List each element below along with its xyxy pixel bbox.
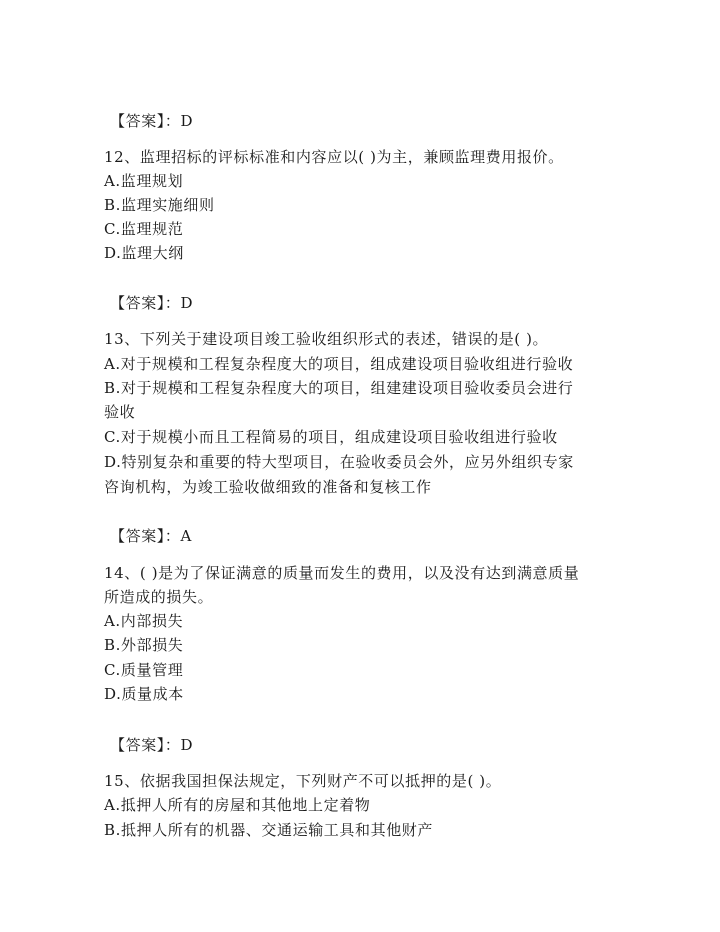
question-12-option-b: B.监理实施细则 [104,196,215,214]
question-14-stem: 14、( )是为了保证满意的质量而发生的费用，以及没有达到满意质量 [104,564,580,582]
question-13-option-d: D.特别复杂和重要的特大型项目，在验收委员会外，应另外组织专家 [104,453,574,471]
question-13-stem: 13、下列关于建设项目竣工验收组织形式的表述，错误的是( )。 [104,330,549,348]
question-14-stem-cont: 所造成的损失。 [104,588,214,606]
question-12-option-a: A.监理规划 [104,172,184,190]
question-13-option-a: A.对于规模和工程复杂程度大的项目，组成建设项目验收组进行验收 [104,355,574,373]
question-14-option-b: B.外部损失 [104,636,184,654]
question-13-option-c: C.对于规模小而且工程简易的项目，组成建设项目验收组进行验收 [104,428,558,446]
question-15-stem: 15、依据我国担保法规定，下列财产不可以抵押的是( )。 [104,772,502,790]
question-12-stem: 12、监理招标的评标标准和内容应以( )为主，兼顾监理费用报价。 [104,148,564,166]
answer-line: 【答案】：D [110,294,194,312]
question-12-option-c: C.监理规范 [104,220,184,238]
question-15-option-b: B.抵押人所有的机器、交通运输工具和其他财产 [104,821,433,839]
question-14-option-c: C.质量管理 [104,661,184,679]
question-15-option-a: A.抵押人所有的房屋和其他地上定着物 [104,796,371,814]
question-14-option-d: D.质量成本 [104,685,184,703]
question-13-option-b-cont: 验收 [104,403,136,421]
question-14-option-a: A.内部损失 [104,612,184,630]
answer-line: 【答案】：A [110,527,192,545]
question-12-option-d: D.监理大纲 [104,244,184,262]
question-13-option-b: B.对于规模和工程复杂程度大的项目，组建建设项目验收委员会进行 [104,379,574,397]
answer-line: 【答案】：D [110,112,194,130]
question-13-option-d-cont: 咨询机构，为竣工验收做细致的准备和复核工作 [104,478,432,496]
answer-line: 【答案】：D [110,736,194,754]
